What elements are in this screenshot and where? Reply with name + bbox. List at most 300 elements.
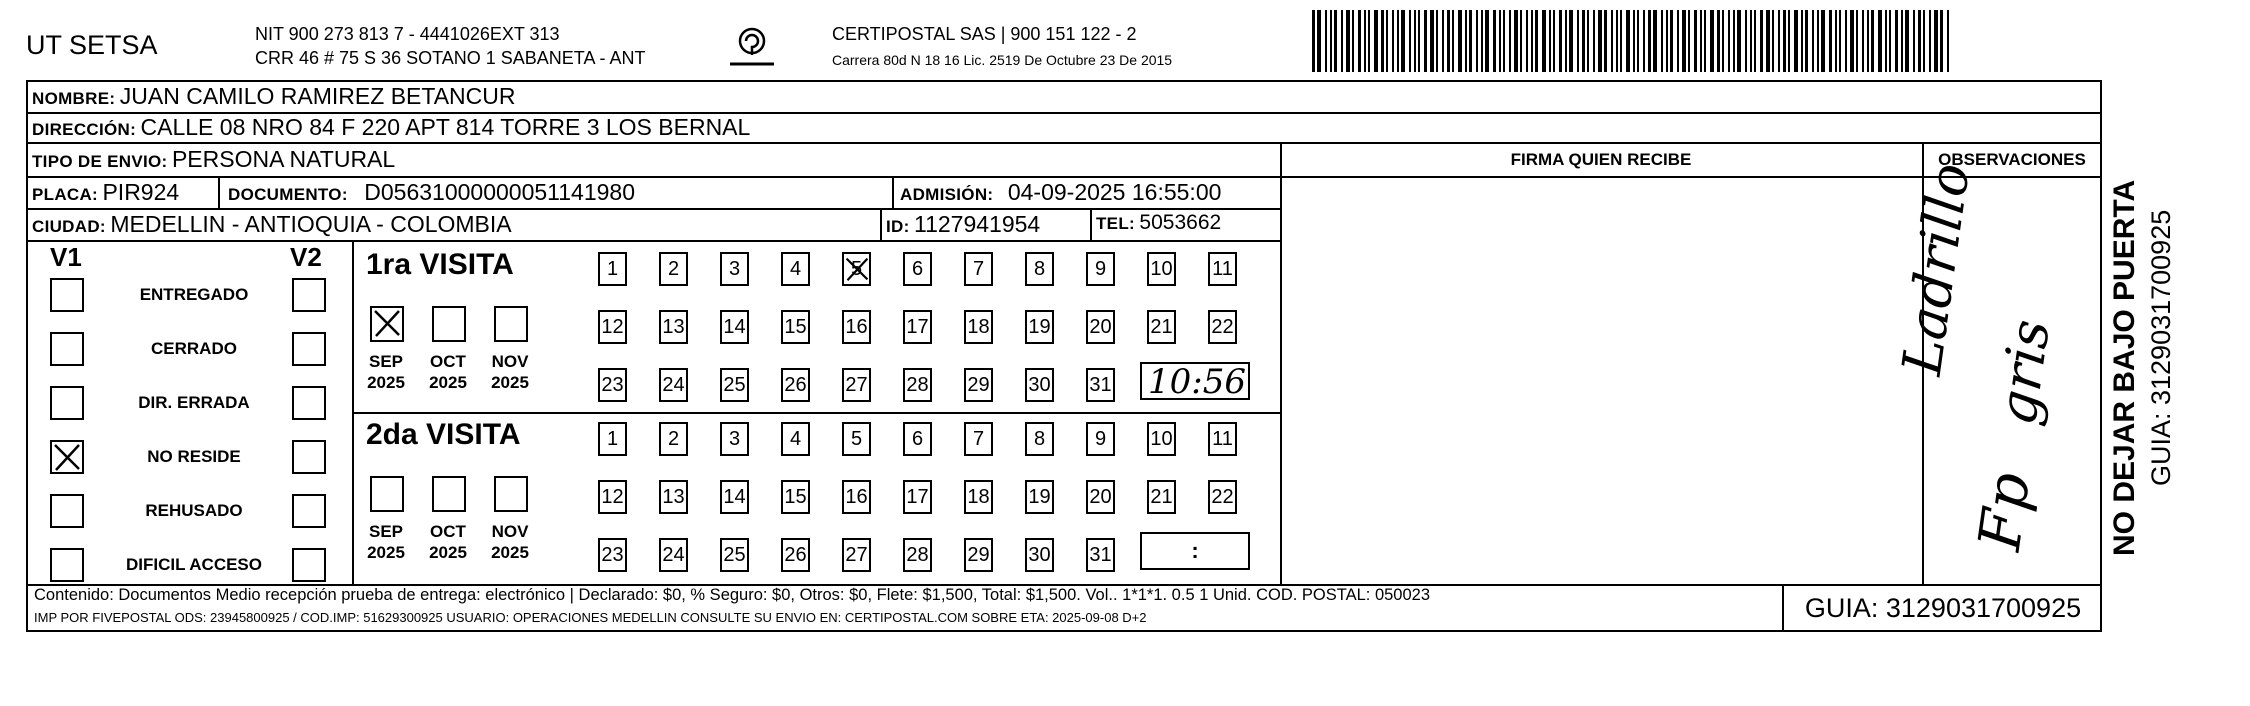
barcode-bar xyxy=(1929,10,1931,72)
day-number: 1 xyxy=(606,257,619,280)
first-visit-day-18[interactable] xyxy=(964,310,993,344)
barcode-bar xyxy=(1733,10,1735,72)
barcode-bar xyxy=(1364,10,1366,72)
barcode-bar xyxy=(1850,10,1854,72)
barcode-bar xyxy=(1801,10,1803,72)
day-number: 10 xyxy=(1150,257,1173,280)
barcode-bar xyxy=(1666,10,1668,72)
first-visit-day-5[interactable] xyxy=(842,252,871,286)
first-visit-day-30[interactable] xyxy=(1025,368,1054,402)
barcode-bar xyxy=(1633,10,1635,72)
second-visit-day-26[interactable] xyxy=(781,538,810,572)
barcode-bar xyxy=(1867,10,1869,72)
barcode-bar xyxy=(1839,10,1841,72)
barcode-bar xyxy=(1805,10,1808,72)
first-visit-day-8[interactable] xyxy=(1025,252,1054,286)
day-number: 20 xyxy=(1089,315,1112,338)
barcode-bar xyxy=(1397,10,1399,72)
barcode-bar xyxy=(1409,10,1411,72)
day-number: 4 xyxy=(789,257,802,280)
month-year: 2025 xyxy=(429,543,467,562)
month-name: OCT xyxy=(430,352,466,371)
first-visit-day-20[interactable] xyxy=(1086,310,1115,344)
second-visit-day-13[interactable] xyxy=(659,480,688,514)
barcode-bar xyxy=(1430,10,1434,72)
month-year: 2025 xyxy=(367,543,405,562)
day-number: 23 xyxy=(601,543,624,566)
second-visit-month-oct-checkbox[interactable] xyxy=(432,476,466,512)
barcode-bar xyxy=(1569,10,1573,72)
first-visit-day-22[interactable] xyxy=(1208,310,1237,344)
barcode-bar xyxy=(1374,10,1378,72)
barcode-bar xyxy=(1469,10,1472,72)
barcode-bar xyxy=(1677,10,1679,72)
status-option-entregado: ENTREGADO xyxy=(139,285,249,304)
v2-checkbox-no-reside[interactable] xyxy=(292,440,326,474)
barcode-bar xyxy=(1481,10,1483,72)
first-visit-month-oct-label xyxy=(420,351,476,393)
day-number: 7 xyxy=(972,257,985,280)
second-visit-day-4[interactable] xyxy=(781,422,810,456)
day-number: 6 xyxy=(911,257,924,280)
barcode-bar xyxy=(1465,10,1467,72)
barcode-bar xyxy=(1737,10,1741,72)
second-visit-day-9[interactable] xyxy=(1086,422,1115,456)
first-visit-day-4[interactable] xyxy=(781,252,810,286)
barcode-bar xyxy=(1485,10,1489,72)
barcode-bar xyxy=(1531,10,1533,72)
v1-checkbox-cerrado[interactable] xyxy=(50,332,84,366)
second-visit-title: 2da VISITA xyxy=(366,418,521,451)
nombre-label: NOMBRE: xyxy=(32,89,116,108)
observaciones-header: OBSERVACIONES xyxy=(1938,150,2086,169)
second-visit-day-14[interactable] xyxy=(720,480,749,514)
day-number: 3 xyxy=(728,427,741,450)
day-number: 25 xyxy=(723,373,746,396)
barcode-bar xyxy=(1499,10,1501,72)
day-number: 29 xyxy=(967,543,990,566)
barcode-bar xyxy=(1918,10,1921,72)
second-visit-day-17[interactable] xyxy=(903,480,932,514)
first-visit-day-21[interactable] xyxy=(1147,310,1176,344)
day-number: 30 xyxy=(1028,543,1051,566)
day-number: 17 xyxy=(906,315,929,338)
second-visit-day-28[interactable] xyxy=(903,538,932,572)
first-visit-month-oct-checkbox[interactable] xyxy=(432,306,466,342)
barcode-bar xyxy=(1835,10,1837,72)
barcode-bar xyxy=(1745,10,1747,72)
status-option-no-reside: NO RESIDE xyxy=(147,447,241,466)
barcode-bar xyxy=(1717,10,1720,72)
barcode-bar xyxy=(1334,10,1337,72)
barcode-bar xyxy=(1643,10,1645,72)
side-guia: GUIA: 3129031700925 xyxy=(2146,209,2176,486)
barcode-bar xyxy=(1509,10,1511,72)
second-visit-day-12[interactable] xyxy=(598,480,627,514)
day-number: 24 xyxy=(662,373,685,396)
barcode-bar xyxy=(1401,10,1405,72)
day-number: 9 xyxy=(1094,257,1107,280)
second-visit-day-21[interactable] xyxy=(1147,480,1176,514)
barcode-bar xyxy=(1493,10,1496,72)
first-visit-day-27[interactable] xyxy=(842,368,871,402)
first-visit-day-9[interactable] xyxy=(1086,252,1115,286)
first-visit-month-nov-checkbox[interactable] xyxy=(494,306,528,342)
first-visit-day-1[interactable] xyxy=(598,252,627,286)
barcode-bar xyxy=(1341,10,1343,72)
status-option-cerrado: CERRADO xyxy=(151,339,237,358)
day-number: 30 xyxy=(1028,373,1051,396)
first-visit-day-19[interactable] xyxy=(1025,310,1054,344)
id-row xyxy=(886,211,1040,238)
first-visit-day-7[interactable] xyxy=(964,252,993,286)
barcode-bar xyxy=(1871,10,1874,72)
barcode-bar xyxy=(1812,10,1814,72)
barcode-bar xyxy=(1330,10,1332,72)
barcode-bar xyxy=(1577,10,1579,72)
second-visit-day-20[interactable] xyxy=(1086,480,1115,514)
day-number: 14 xyxy=(723,485,746,508)
side-warning: NO DEJAR BAJO PUERTA xyxy=(2108,179,2141,556)
barcode-bar xyxy=(1358,10,1361,72)
barcode-bar xyxy=(1317,10,1321,72)
barcode-bar xyxy=(1611,10,1613,72)
second-visit-month-nov-checkbox[interactable] xyxy=(494,476,528,512)
certipostal-line2: Carrera 80d N 18 16 Lic. 2519 De Octubre 23 De 2015 xyxy=(832,52,1173,68)
day-number: 11 xyxy=(1212,257,1233,280)
barcode-bar xyxy=(1885,10,1887,72)
barcode-bar xyxy=(1436,10,1438,72)
first-visit-month-sep-label xyxy=(358,351,414,393)
barcode-bar xyxy=(1526,10,1528,72)
first-visit-day-25[interactable] xyxy=(720,368,749,402)
barcode-bar xyxy=(1582,10,1585,72)
day-number: 26 xyxy=(784,373,807,396)
barcode-bar xyxy=(1368,10,1370,72)
barcode-bar xyxy=(1778,10,1780,72)
barcode-bar xyxy=(1754,10,1756,72)
placa-value: PIR924 xyxy=(102,179,180,205)
barcode-bar xyxy=(1682,10,1686,72)
second-visit-day-8[interactable] xyxy=(1025,422,1054,456)
barcode-bar xyxy=(1856,10,1858,72)
barcode-bar xyxy=(1862,10,1864,72)
footer-print-info: IMP POR FIVEPOSTAL ODS: 23945800925 / COD.IMP: 51629300925 USUARIO: OPERACIONES MEDELLIN CONSULTE SU ENVIO EN: CERTIPOSTAL.COM SOBRE ETA: 2025-09-08 D+2 xyxy=(34,610,1147,625)
firma-area[interactable] xyxy=(1282,178,1922,584)
day-number: 17 xyxy=(906,485,929,508)
tel-row xyxy=(1096,211,1221,235)
barcode-bar xyxy=(1794,10,1798,72)
barcode-bar xyxy=(1442,10,1444,72)
barcode-bar xyxy=(1648,10,1651,72)
barcode-bar xyxy=(1694,10,1697,72)
barcode-bar xyxy=(1637,10,1639,72)
day-number: 24 xyxy=(662,543,685,566)
ciudad-value: MEDELLIN - ANTIOQUIA - COLOMBIA xyxy=(110,211,512,237)
second-visit-day-22[interactable] xyxy=(1208,480,1237,514)
month-name: NOV xyxy=(491,352,529,371)
barcode-bar xyxy=(1553,10,1555,72)
day-number: 10 xyxy=(1150,427,1173,450)
ciudad-label: CIUDAD: xyxy=(32,217,106,236)
day-number: 12 xyxy=(601,485,624,508)
first-visit-day-10[interactable] xyxy=(1147,252,1176,286)
barcode xyxy=(1312,10,1950,72)
v1-checkbox-dificil-acceso[interactable] xyxy=(50,548,84,582)
day-number: 7 xyxy=(972,427,985,450)
ciudad-row xyxy=(32,211,512,238)
day-number: 22 xyxy=(1211,485,1234,508)
second-visit-day-24[interactable] xyxy=(659,538,688,572)
v1-checkbox-rehusado[interactable] xyxy=(50,494,84,528)
direccion-label: DIRECCIÓN: xyxy=(32,120,137,139)
second-visit-day-23[interactable] xyxy=(598,538,627,572)
day-number: 12 xyxy=(601,315,624,338)
barcode-bar xyxy=(1772,10,1774,72)
tipo-envio-label: TIPO DE ENVIO: xyxy=(32,152,168,171)
barcode-bar xyxy=(1670,10,1673,72)
barcode-bar xyxy=(1559,10,1562,72)
month-name: SEP xyxy=(368,522,404,541)
v2-label: V2 xyxy=(290,242,322,272)
barcode-bar xyxy=(1503,10,1505,72)
first-visit-day-29[interactable] xyxy=(964,368,993,402)
day-number: 19 xyxy=(1028,485,1051,508)
second-visit-day-30[interactable] xyxy=(1025,538,1054,572)
first-visit-day-15[interactable] xyxy=(781,310,810,344)
day-number: 2 xyxy=(667,257,680,280)
id-value: 1127941954 xyxy=(914,211,1041,237)
first-visit-day-2[interactable] xyxy=(659,252,688,286)
second-visit-day-11[interactable] xyxy=(1208,422,1237,456)
nombre-value: JUAN CAMILO RAMIREZ BETANCUR xyxy=(119,83,516,109)
day-number: 26 xyxy=(784,543,807,566)
barcode-bar xyxy=(1923,10,1925,72)
day-number: 27 xyxy=(845,373,868,396)
first-visit-day-12[interactable] xyxy=(598,310,627,344)
barcode-bar xyxy=(1688,10,1690,72)
second-visit-day-5[interactable] xyxy=(842,422,871,456)
second-visit-time-box[interactable] xyxy=(1140,532,1250,570)
second-visit-day-19[interactable] xyxy=(1025,480,1054,514)
barcode-bar xyxy=(1514,10,1518,72)
first-visit-day-11[interactable] xyxy=(1208,252,1237,286)
second-visit-month-oct-label xyxy=(420,521,476,563)
barcode-bar xyxy=(1934,10,1938,72)
status-option-dificil-acceso: DIFICIL ACCESO xyxy=(125,555,262,574)
barcode-bar xyxy=(1653,10,1657,72)
first-visit-day-3[interactable] xyxy=(720,252,749,286)
day-number: 19 xyxy=(1028,315,1051,338)
month-year: 2025 xyxy=(491,373,529,392)
placa-row xyxy=(32,179,179,206)
barcode-bar xyxy=(1760,10,1763,72)
first-visit-day-26[interactable] xyxy=(781,368,810,402)
day-number: 18 xyxy=(967,315,990,338)
day-number: 8 xyxy=(1033,257,1046,280)
v1-checkbox-dir-errada[interactable] xyxy=(50,386,84,420)
observation-handwriting-1: Ladrillo xyxy=(1890,159,1982,379)
day-number: 16 xyxy=(845,485,868,508)
observation-handwriting-2: gris xyxy=(1985,315,2063,429)
month-year: 2025 xyxy=(491,543,529,562)
day-number: 28 xyxy=(906,373,929,396)
v1-label: V1 xyxy=(50,242,82,272)
day-number: 29 xyxy=(967,373,990,396)
firma-header: FIRMA QUIEN RECIBE xyxy=(1510,150,1692,169)
second-visit-day-10[interactable] xyxy=(1147,422,1176,456)
company-address: CRR 46 # 75 S 36 SOTANO 1 SABANETA - ANT xyxy=(255,48,646,68)
barcode-bar xyxy=(1535,10,1538,72)
first-visit-day-24[interactable] xyxy=(659,368,688,402)
second-visit-day-18[interactable] xyxy=(964,480,993,514)
tel-label: TEL: xyxy=(1096,214,1135,233)
barcode-bar xyxy=(1604,10,1607,72)
first-visit-time: 10:56 xyxy=(1148,362,1246,402)
first-visit-title: 1ra VISITA xyxy=(366,248,514,281)
direccion-value: CALLE 08 NRO 84 F 220 APT 814 TORRE 3 LOS BERNAL xyxy=(140,114,751,140)
day-number: 25 xyxy=(723,543,746,566)
barcode-bar xyxy=(1346,10,1350,72)
day-number: 20 xyxy=(1089,485,1112,508)
barcode-bar xyxy=(1940,10,1943,72)
barcode-bar xyxy=(1520,10,1522,72)
day-number: 21 xyxy=(1150,485,1173,508)
second-visit-day-1[interactable] xyxy=(598,422,627,456)
footer-contents: Contenido: Documentos Medio recepción prueba de entrega: electrónico | Declarado: $0, % Seguro: $0, Otros: $0, Flete: $1,500, Total: $1,500. Vol.. 1*1*1. 0.5 1 Unid. COD. POSTAL: 050023 xyxy=(34,586,1431,604)
barcode-bar xyxy=(1392,10,1394,72)
barcode-bar xyxy=(1895,10,1898,72)
barcode-bar xyxy=(1661,10,1663,72)
first-visit-month-sep-checkbox[interactable] xyxy=(370,306,404,342)
barcode-bar xyxy=(1458,10,1462,72)
direccion-row xyxy=(32,114,750,141)
day-number: 23 xyxy=(601,373,624,396)
day-number: 15 xyxy=(784,315,807,338)
day-number: 13 xyxy=(662,315,685,338)
certipostal-line1: CERTIPOSTAL SAS | 900 151 122 - 2 xyxy=(832,24,1137,44)
first-visit-day-14[interactable] xyxy=(720,310,749,344)
barcode-bar xyxy=(1783,10,1786,72)
placa-label: PLACA: xyxy=(32,185,99,204)
v2-checkbox-rehusado[interactable] xyxy=(292,494,326,528)
day-number: 6 xyxy=(911,427,924,450)
status-option-rehusado: REHUSADO xyxy=(145,501,243,520)
second-visit-time: : xyxy=(1191,538,1199,563)
day-number: 2 xyxy=(667,427,680,450)
barcode-bar xyxy=(1549,10,1551,72)
barcode-bar xyxy=(1352,10,1354,72)
barcode-bar xyxy=(1542,10,1546,72)
first-visit-day-17[interactable] xyxy=(903,310,932,344)
documento-row xyxy=(228,179,635,206)
first-visit-day-23[interactable] xyxy=(598,368,627,402)
first-visit-day-31[interactable] xyxy=(1086,368,1115,402)
barcode-bar xyxy=(1386,10,1388,72)
v2-checkbox-dificil-acceso[interactable] xyxy=(292,548,326,582)
day-number: 8 xyxy=(1033,427,1046,450)
day-number: 15 xyxy=(784,485,807,508)
second-visit-day-3[interactable] xyxy=(720,422,749,456)
second-visit-month-nov-label xyxy=(482,521,538,563)
second-visit-day-15[interactable] xyxy=(781,480,810,514)
month-year: 2025 xyxy=(429,373,467,392)
documento-value: D05631000000051141980 xyxy=(364,179,635,205)
barcode-bar xyxy=(1325,10,1327,72)
v2-checkbox-entregado[interactable] xyxy=(292,278,326,312)
barcode-bar xyxy=(1616,10,1618,72)
v1-checkbox-no-reside[interactable] xyxy=(50,440,84,474)
second-visit-day-27[interactable] xyxy=(842,538,871,572)
barcode-bar xyxy=(1587,10,1589,72)
day-number: 18 xyxy=(967,485,990,508)
barcode-bar xyxy=(1829,10,1832,72)
first-visit-day-16[interactable] xyxy=(842,310,871,344)
month-year: 2025 xyxy=(367,373,405,392)
company-nit: NIT 900 273 813 7 - 4441026EXT 313 xyxy=(255,24,560,44)
v2-checkbox-cerrado[interactable] xyxy=(292,332,326,366)
barcode-bar xyxy=(1620,10,1622,72)
second-visit-day-25[interactable] xyxy=(720,538,749,572)
barcode-bar xyxy=(1788,10,1790,72)
barcode-bar xyxy=(1565,10,1567,72)
tipo-envio-value: PERSONA NATURAL xyxy=(171,146,396,172)
barcode-bar xyxy=(1452,10,1454,72)
second-visit-day-7[interactable] xyxy=(964,422,993,456)
status-option-dir-errada: DIR. ERRADA xyxy=(138,393,250,412)
barcode-bar xyxy=(1381,10,1384,72)
second-visit-day-31[interactable] xyxy=(1086,538,1115,572)
first-visit-month-nov-label xyxy=(482,351,538,393)
barcode-bar xyxy=(1700,10,1702,72)
barcode-bar xyxy=(1476,10,1478,72)
second-visit-day-16[interactable] xyxy=(842,480,871,514)
first-visit-day-28[interactable] xyxy=(903,368,932,402)
day-number: 3 xyxy=(728,257,741,280)
second-visit-day-29[interactable] xyxy=(964,538,993,572)
company-name: UT SETSA xyxy=(26,30,158,60)
day-number: 28 xyxy=(906,543,929,566)
id-label: ID: xyxy=(886,217,910,236)
barcode-bar xyxy=(1704,10,1706,72)
day-number: 31 xyxy=(1089,373,1112,396)
second-visit-month-sep-checkbox[interactable] xyxy=(370,476,404,512)
v1-checkbox-entregado[interactable] xyxy=(50,278,84,312)
documento-label: DOCUMENTO: xyxy=(228,185,348,204)
second-visit-day-6[interactable] xyxy=(903,422,932,456)
day-number: 5 xyxy=(850,257,863,280)
day-number: 27 xyxy=(845,543,868,566)
month-name: SEP xyxy=(368,352,404,371)
second-visit-day-2[interactable] xyxy=(659,422,688,456)
day-number: 14 xyxy=(723,315,746,338)
admision-row xyxy=(900,179,1221,206)
barcode-bar xyxy=(1722,10,1724,72)
first-visit-day-13[interactable] xyxy=(659,310,688,344)
first-visit-time-box[interactable] xyxy=(1140,362,1250,400)
day-number: 1 xyxy=(606,427,619,450)
barcode-bar xyxy=(1821,10,1825,72)
barcode-bar xyxy=(1593,10,1595,72)
barcode-bar xyxy=(1878,10,1882,72)
day-number: 5 xyxy=(850,427,863,450)
day-number: 22 xyxy=(1211,315,1234,338)
barcode-bar xyxy=(1447,10,1450,72)
day-number: 16 xyxy=(845,315,868,338)
v2-checkbox-dir-errada[interactable] xyxy=(292,386,326,420)
first-visit-day-6[interactable] xyxy=(903,252,932,286)
barcode-bar xyxy=(1947,10,1949,72)
